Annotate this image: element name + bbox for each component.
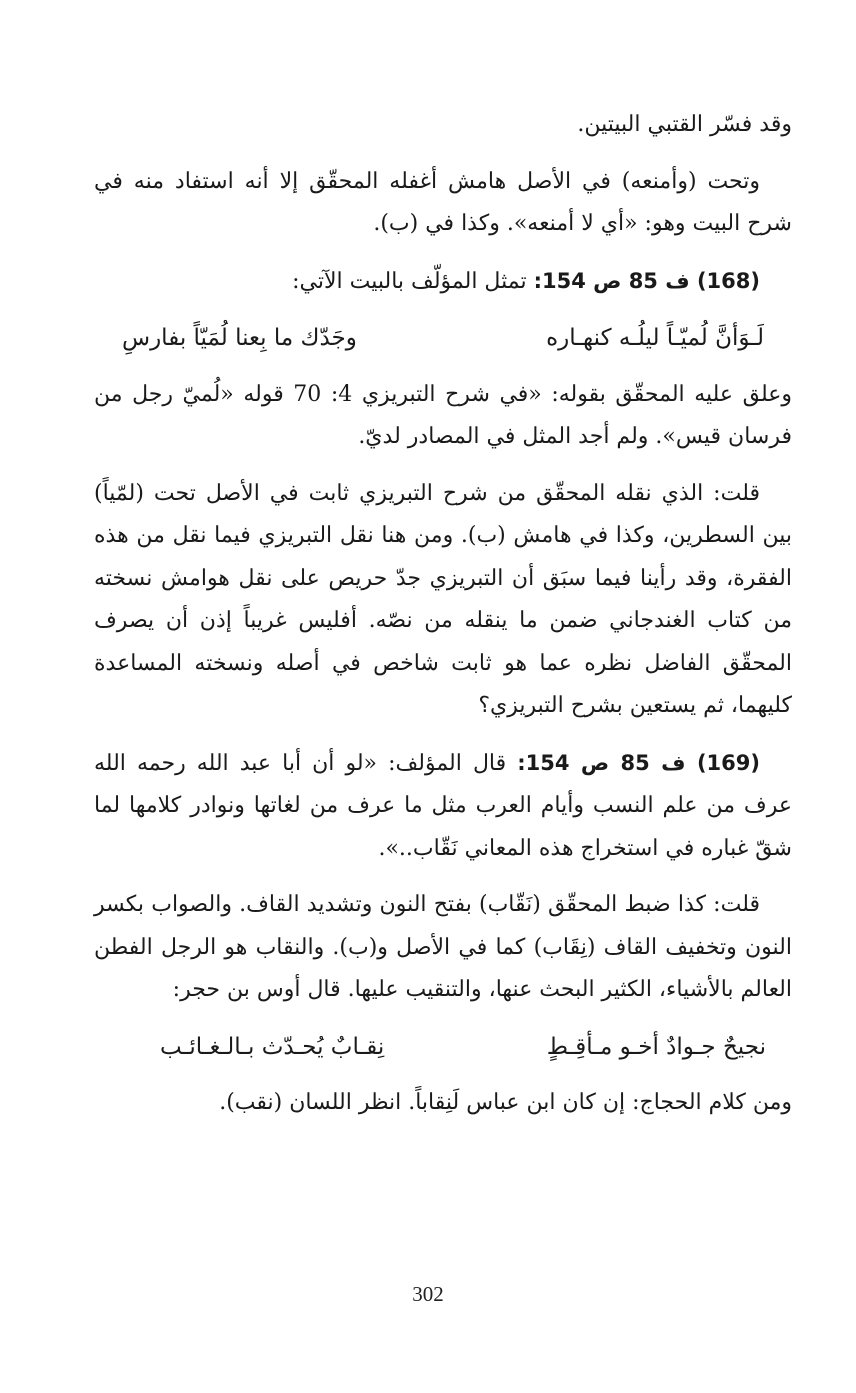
paragraph-4: وعلق عليه المحقّق بقوله: «في شرح التبريزي 4: 70 قوله «لُميّ رجل من فرسان قيس». ولم أجد المثل في المصادر لديّ. — [94, 381, 792, 449]
page-number: 302 — [412, 1282, 444, 1306]
paragraph-8: ومن كلام الحجاج: إن كان ابن عباس لَنِقاباً. انظر اللسان (نقب). — [219, 1090, 792, 1115]
main-text — [94, 104, 792, 1139]
paragraph-3 — [94, 260, 792, 304]
entry-text-168: تمثل المؤلّف بالبيت الآتي: — [292, 268, 534, 294]
entry-heading-168: (168) ف 85 ص 154: — [533, 268, 760, 293]
paragraph-5: قلت: الذي نقله المحقّق من شرح التبريزي ثابت في الأصل تحت (لمّياً) بين السطرين، وكذا في هامش (ب). ومن هنا نقل التبريزي فيما نقل من هذه الفقرة، وقد رأينا فيما سبَق أن التبريزي جدّ حريص على نقل هوامش نسخته من كتاب الغندجاني ضمن ما ينقله من نصّه. أفليس غريباً إذن أن يصرف المحقّق الفاضل نظره عما هو ثابت شاخص في أصله ونسخته المساعدة كليهما، ثم يستعين بشرح التبريزي؟ — [94, 480, 792, 718]
paragraph-7: قلت: كذا ضبط المحقّق (نَقّاب) بفتح النون وتشديد القاف. والصواب بكسر النون وتخفيف القاف (نِقَاب) كما في الأصل و(ب). والنقاب هو الرجل الفطن العالم بالأشياء، الكثير البحث عنها، والتنقيب عليها. قال أوس بن حجر: — [94, 892, 792, 1002]
paragraph-6 — [94, 742, 792, 871]
entry-text-169: قال المؤلف: «لو أن أبا عبد الله رحمه الله عرف من علم النسب وأيام العرب مثل ما عرف من لغاتها ونوادر كلامها لما شقّ غباره في استخراج هذه المعاني نَقّاب..». — [94, 750, 792, 861]
verse-2 — [94, 1026, 792, 1069]
verse-1-second-hemistich: وجَدّك ما بِعنا لُمَيّاً بفارسِ — [122, 325, 357, 351]
verse-2-first-hemistich: نجيحٌ جـوادٌ أخـو مـأقِـطٍ — [546, 1033, 766, 1060]
paragraph-1: وقد فسّر القتبي البيتين. — [577, 112, 792, 137]
verse-1 — [94, 317, 792, 360]
verse-2-second-hemistich: نِقـابٌ يُحـدّث بـالـغـائـب — [160, 1033, 385, 1060]
paragraph-2: وتحت (وأمنعه) في الأصل هامش أغفله المحقّق إلا أنه استفاد منه في شرح البيت وهو: «أي لا أمنعه». وكذا في (ب). — [94, 168, 792, 236]
verse-1-first-hemistich: لَـوَأنَّ لُميّـاً ليلُـه كنهـاره — [546, 325, 764, 351]
entry-heading-169: (169) ف 85 ص 154: — [517, 750, 760, 775]
